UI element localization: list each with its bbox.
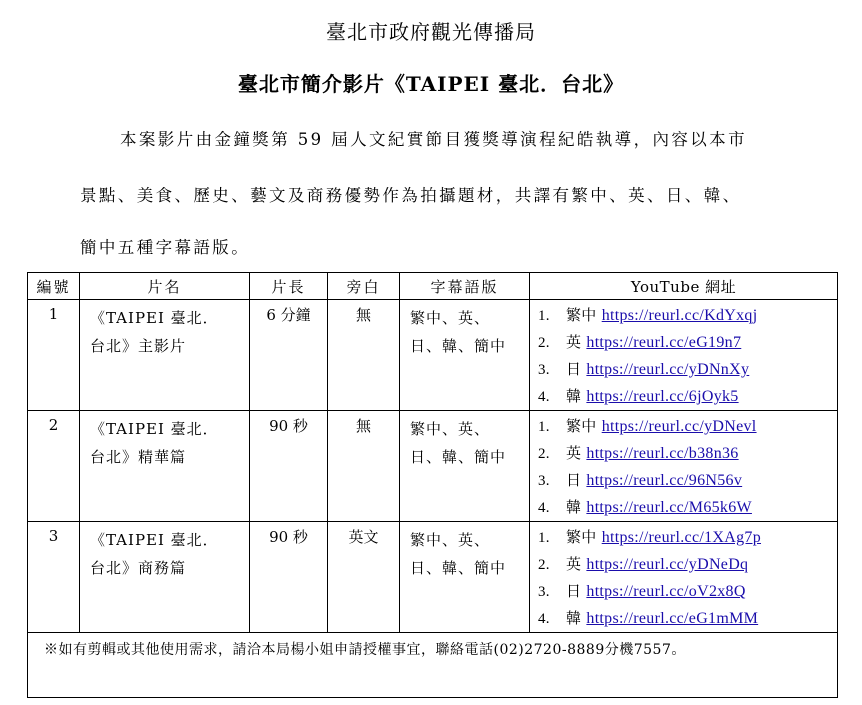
youtube-link[interactable]: https://reurl.cc/96N56v [586,472,743,489]
youtube-link[interactable]: https://reurl.cc/yDNevl [601,418,757,435]
link-language: 英 [566,333,582,351]
link-item [538,440,837,467]
link-number: 1. [538,308,550,324]
youtube-link[interactable]: https://reurl.cc/eG1mMM [586,610,759,627]
row-number: 2 [28,411,80,522]
row-subtitles-line: 日、韓、簡中 [410,448,507,466]
link-language: 韓 [566,498,582,516]
header-length: 片長 [250,273,328,300]
link-item [538,578,837,605]
link-number: 1. [538,419,550,435]
link-language: 日 [566,582,582,600]
table-row [28,522,838,633]
link-item [538,467,837,494]
link-number: 4. [538,500,550,516]
row-subtitles-line: 日、韓、簡中 [410,337,507,355]
document-title: 臺北市簡介影片《TAIPEI 臺北．台北》 [237,72,625,96]
link-number: 4. [538,611,550,627]
row-subtitles [400,411,530,522]
intro-line-3: 簡中五種字幕語版。 [80,238,251,257]
row-links [530,300,838,411]
youtube-link[interactable]: https://reurl.cc/6jOyk5 [586,388,739,405]
youtube-link[interactable]: https://reurl.cc/KdYxqj [601,307,758,324]
link-language: 韓 [566,387,582,405]
note-row [28,633,838,698]
link-number: 2. [538,446,550,462]
row-length: 6 分鐘 [250,300,328,411]
link-language: 英 [566,555,582,573]
youtube-link[interactable]: https://reurl.cc/1XAg7p [601,529,762,546]
row-subtitles-line: 繁中、英、 [410,420,491,438]
link-number: 4. [538,389,550,405]
row-length: 90 秒 [250,522,328,633]
row-title [80,300,250,411]
table-row [28,300,838,411]
header-youtube: YouTube 網址 [530,273,838,300]
row-title-line: 《TAIPEI 臺北． [90,420,219,438]
link-language: 韓 [566,609,582,627]
row-title [80,522,250,633]
usage-note: ※如有剪輯或其他使用需求，請洽本局楊小姐申請授權事宜，聯絡電話(02)2720-8889分機7557。 [28,633,838,698]
intro-line-2: 景點、美食、歷史、藝文及商務優勢作為拍攝題材，共譯有繁中、英、日、韓、 [80,186,742,205]
youtube-link[interactable]: https://reurl.cc/yDNnXy [586,361,750,378]
link-item [538,413,837,440]
link-number: 2. [538,557,550,573]
row-title-line: 台北》精華篇 [90,448,187,466]
link-item [538,383,837,410]
link-language: 繁中 [566,306,597,324]
link-item [538,356,837,383]
row-number: 3 [28,522,80,633]
row-narration: 無 [328,411,400,522]
row-number: 1 [28,300,80,411]
row-narration: 英文 [328,522,400,633]
link-language: 日 [566,360,582,378]
row-narration: 無 [328,300,400,411]
intro-line-1: 本案影片由金鐘獎第 59 屆人文紀實節目獲獎導演程紀皓執導，內容以本市 [120,130,747,149]
row-links [530,411,838,522]
link-number: 3. [538,473,550,489]
youtube-link[interactable]: https://reurl.cc/b38n36 [586,445,739,462]
row-subtitles-line: 繁中、英、 [410,531,491,549]
link-language: 繁中 [566,528,597,546]
row-length: 90 秒 [250,411,328,522]
header-subtitles: 字幕語版 [400,273,530,300]
table-header-row [28,273,838,300]
row-title-line: 《TAIPEI 臺北． [90,531,219,549]
link-item [538,605,837,632]
row-title-line: 《TAIPEI 臺北． [90,309,219,327]
link-item [538,329,837,356]
header-number: 編號 [28,273,80,300]
link-number: 1. [538,530,550,546]
organization-name: 臺北市政府觀光傳播局 [326,20,536,44]
link-item [538,494,837,521]
row-subtitles [400,522,530,633]
header-narration: 旁白 [328,273,400,300]
link-language: 繁中 [566,417,597,435]
link-language: 日 [566,471,582,489]
youtube-link[interactable]: https://reurl.cc/eG19n7 [586,334,742,351]
link-number: 3. [538,362,550,378]
row-links [530,522,838,633]
link-number: 2. [538,335,550,351]
row-subtitles-line: 日、韓、簡中 [410,559,507,577]
youtube-link[interactable]: https://reurl.cc/oV2x8Q [586,583,746,600]
video-table [27,272,838,698]
row-subtitles [400,300,530,411]
row-title-line: 台北》主影片 [90,337,187,355]
link-language: 英 [566,444,582,462]
link-number: 3. [538,584,550,600]
link-item [538,551,837,578]
row-title [80,411,250,522]
link-item [538,302,837,329]
row-subtitles-line: 繁中、英、 [410,309,491,327]
youtube-link[interactable]: https://reurl.cc/yDNeDq [586,556,749,573]
table-row [28,411,838,522]
link-item [538,524,837,551]
youtube-link[interactable]: https://reurl.cc/M65k6W [586,499,752,516]
row-title-line: 台北》商務篇 [90,559,187,577]
header-title: 片名 [80,273,250,300]
